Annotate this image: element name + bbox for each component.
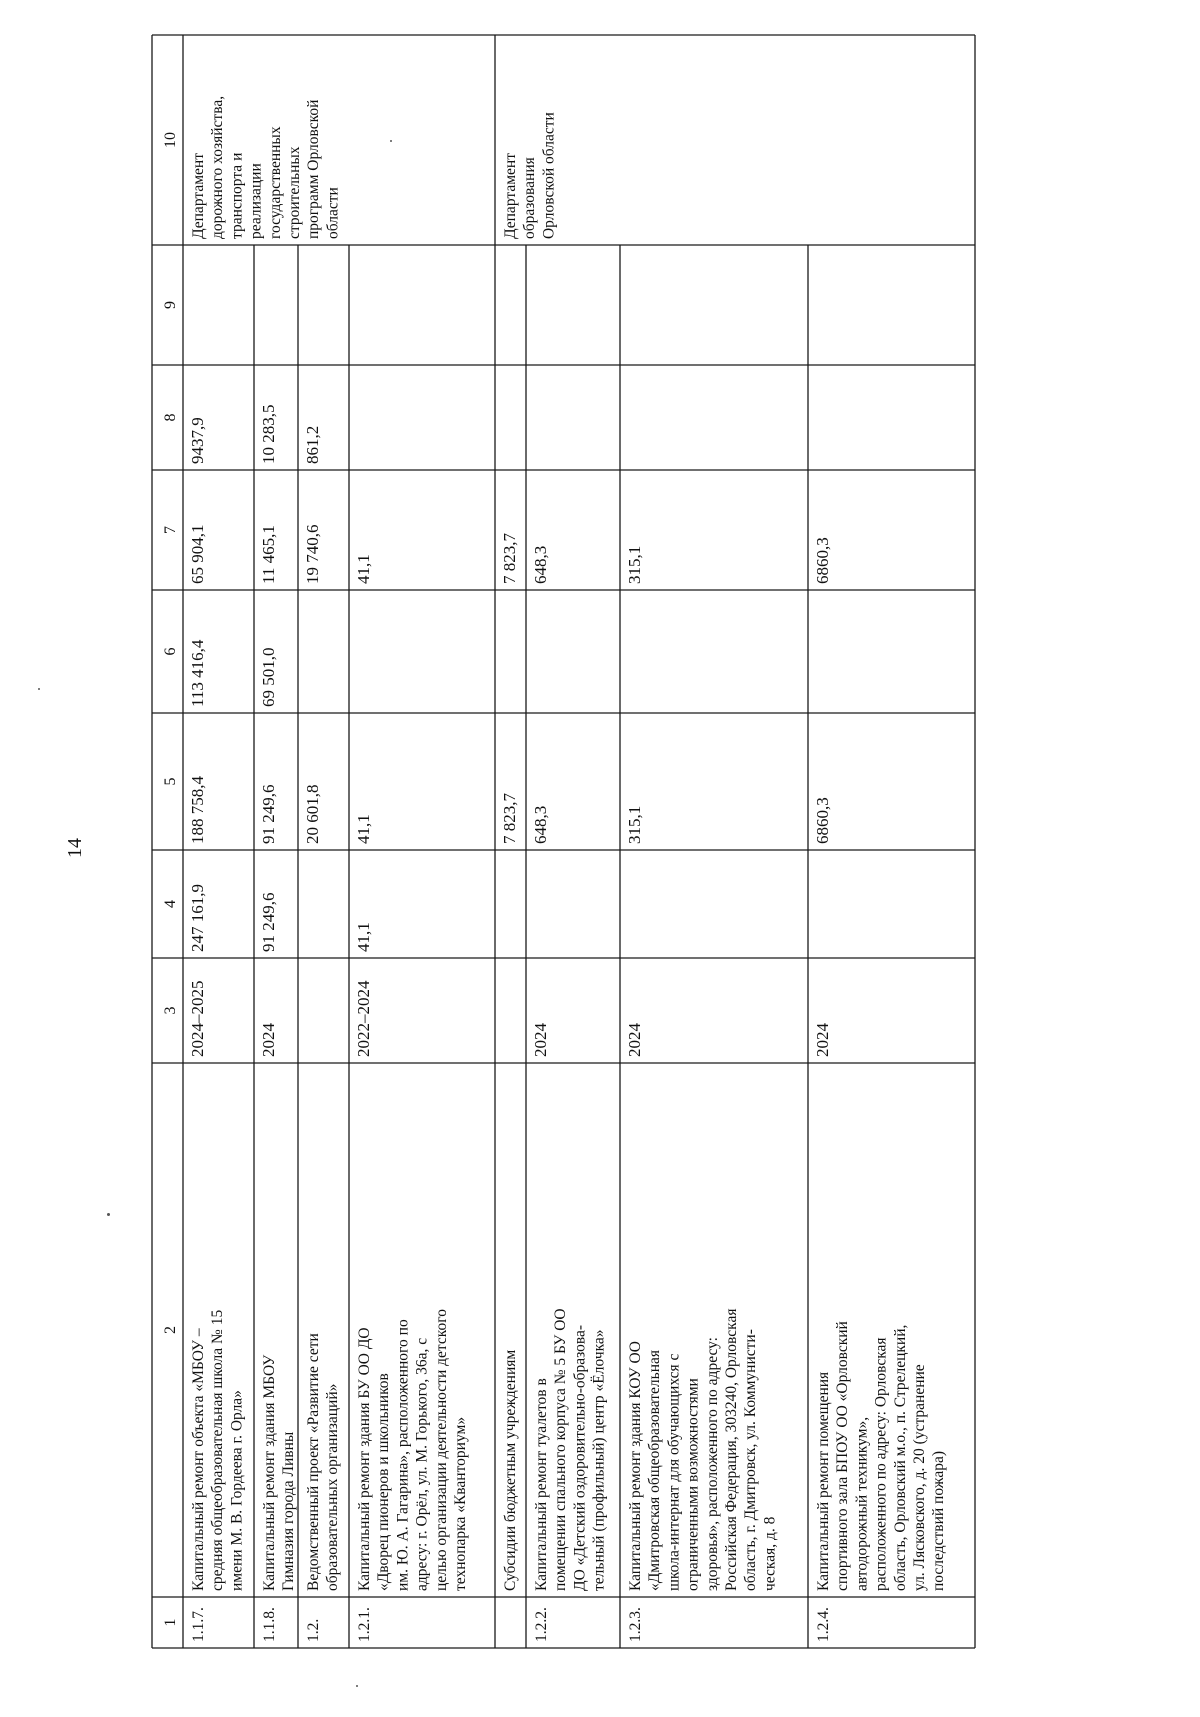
- row-name-line: последствий пожара): [930, 1450, 948, 1591]
- cell-c5: 20 601,8: [303, 784, 322, 844]
- department-line: Орловской области: [540, 112, 558, 239]
- row-name-line: Капитальный ремонт здания КОУ ОО: [627, 1341, 644, 1591]
- row-name-line: «Дмитровская общеобразовательная: [646, 1349, 664, 1591]
- row-name-line: образовательных организаций»: [324, 1383, 342, 1591]
- row-name-line: тельный (профильный) центр «Ёлочка»: [590, 1329, 608, 1591]
- department-line: области: [324, 187, 342, 239]
- column-header-number: 2: [162, 1326, 179, 1334]
- scan-speck: [390, 140, 392, 142]
- row-name-line: Гимназия города Ливны: [280, 1431, 298, 1591]
- column-header-number: 5: [162, 777, 179, 786]
- cell-c7: 6860,3: [813, 537, 832, 584]
- row-name-line: целью организации деятельности детского: [432, 1309, 450, 1591]
- row-name-line: школа-интернат для обучающихся с: [665, 1353, 683, 1591]
- row-name-line: им. Ю. А. Гагарина», расположенного по: [394, 1319, 412, 1591]
- department-line: дорожного хозяйства,: [209, 95, 227, 239]
- cell-c3: 2024: [813, 1023, 832, 1057]
- row-name-line: область, г. Дмитровск, ул. Коммунисти-: [742, 1329, 760, 1591]
- cell-c3: 2024: [259, 1023, 278, 1057]
- row-name-line: ограниченными возможностями: [684, 1378, 702, 1591]
- row-name-line: ДО «Детский оздоровительно-образова-: [571, 1324, 589, 1591]
- row-name-line: ул. Лясковского, д. 20 (устранение: [911, 1364, 928, 1591]
- scan-speck: [356, 1685, 358, 1687]
- cell-c7: 65 904,1: [188, 524, 207, 584]
- row-name-line: Капитальный ремонт помещения: [815, 1371, 832, 1591]
- cell-c5: 6860,3: [813, 797, 832, 844]
- row-name-line: область, Орловский м.о., п. Стрелецкий,: [891, 1324, 909, 1591]
- row-name-line: спортивного зала БПОУ ОО «Орловский: [834, 1321, 852, 1591]
- row-name-line: Субсидии бюджетным учреждениям: [502, 1349, 519, 1591]
- column-header-number: 3: [162, 1006, 179, 1015]
- column-header-number: 6: [162, 647, 179, 656]
- row-name-line: Капитальный ремонт объекта «МБОУ –: [190, 1328, 207, 1591]
- row-name-line: Капитальный ремонт туалетов в: [533, 1378, 550, 1591]
- cell-c6: 113 416,4: [188, 639, 207, 707]
- row-name-line: адресу: г. Орёл, ул. М. Горького, 36а, с: [413, 1337, 431, 1591]
- row-name-line: имени М. В. Гордеева г. Орла»: [228, 1390, 246, 1591]
- cell-c4: 41,1: [354, 922, 373, 952]
- cell-c8: 9437,9: [188, 417, 207, 464]
- row-name-line: автодорожный техникум»,: [853, 1416, 871, 1591]
- row-name-line: технопарка «Кванториум»: [452, 1416, 469, 1591]
- row-name-line: расположенного по адресу: Орловская: [872, 1337, 890, 1591]
- department-line: образования: [521, 157, 539, 239]
- row-name-line: Ведомственный проект «Развитие сети: [305, 1333, 322, 1591]
- cell-c8: 861,2: [303, 425, 322, 464]
- cell-c7: 19 740,6: [303, 524, 322, 584]
- column-header-number: 7: [162, 526, 179, 534]
- cell-c4: 247 161,9: [188, 884, 207, 952]
- row-name-line: средняя общеобразовательная школа № 15: [209, 1309, 227, 1591]
- cell-c7: 11 465,1: [259, 525, 278, 584]
- cell-c7: 41,1: [354, 554, 373, 584]
- row-name-line: помещении спального корпуса № 5 БУ ОО: [552, 1308, 570, 1591]
- cell-c3: 2022–2024: [354, 980, 373, 1057]
- row-name-line: здоровья», расположенного по адресу:: [703, 1337, 721, 1591]
- cell-c3: 2024: [531, 1023, 550, 1057]
- row-number: 1.2.: [305, 1618, 322, 1642]
- row-number: 1.2.4.: [815, 1607, 832, 1642]
- department-line: Департамент: [502, 153, 519, 239]
- cell-c5: 91 249,6: [259, 784, 278, 844]
- cell-c5: 315,1: [625, 805, 644, 844]
- cell-c5: 188 758,4: [188, 776, 207, 844]
- cell-c7: 315,1: [625, 545, 644, 584]
- column-header-number: 10: [162, 132, 179, 148]
- row-name-line: ческая, д. 8: [761, 1516, 779, 1591]
- scan-speck: [107, 1213, 110, 1216]
- cell-c8: 10 283,5: [259, 404, 278, 464]
- cell-c3: 2024–2025: [188, 980, 207, 1057]
- page-number: 14: [64, 838, 86, 858]
- department-line: Департамент: [190, 153, 207, 239]
- department-line: строительных: [286, 146, 303, 239]
- department-line: программ Орловской: [305, 99, 323, 239]
- row-number: 1.1.8.: [261, 1607, 278, 1642]
- row-number: 1.1.7.: [190, 1607, 207, 1642]
- column-header-number: 1: [162, 1618, 179, 1627]
- department-line: реализации: [247, 163, 265, 239]
- cell-c7: 648,3: [531, 545, 550, 584]
- row-number: 1.2.2.: [533, 1607, 550, 1642]
- cell-c7: 7 823,7: [500, 533, 519, 584]
- row-number: 1.2.1.: [356, 1607, 373, 1642]
- column-header-number: 9: [162, 301, 179, 309]
- cell-c3: 2024: [625, 1023, 644, 1057]
- cell-c6: 69 501,0: [259, 647, 278, 707]
- cell-c5: 7 823,7: [500, 793, 519, 844]
- row-number: 1.2.3.: [627, 1607, 644, 1642]
- row-name-line: Капитальный ремонт здания БУ ОО ДО: [356, 1327, 373, 1591]
- cell-c5: 648,3: [531, 805, 550, 844]
- cell-c4: 91 249,6: [259, 892, 278, 952]
- cell-c5: 41,1: [354, 814, 373, 844]
- column-header-number: 4: [162, 900, 179, 908]
- row-name-line: Российская Федерация, 303240, Орловская: [723, 1308, 740, 1591]
- row-name-line: Капитальный ремонт здания МБОУ: [261, 1354, 278, 1591]
- department-line: государственных: [266, 126, 284, 239]
- department-line: транспорта и: [228, 152, 246, 239]
- column-header-number: 8: [162, 413, 179, 422]
- scan-speck: [38, 688, 40, 690]
- row-name-line: «Дворец пионеров и школьников: [375, 1373, 393, 1591]
